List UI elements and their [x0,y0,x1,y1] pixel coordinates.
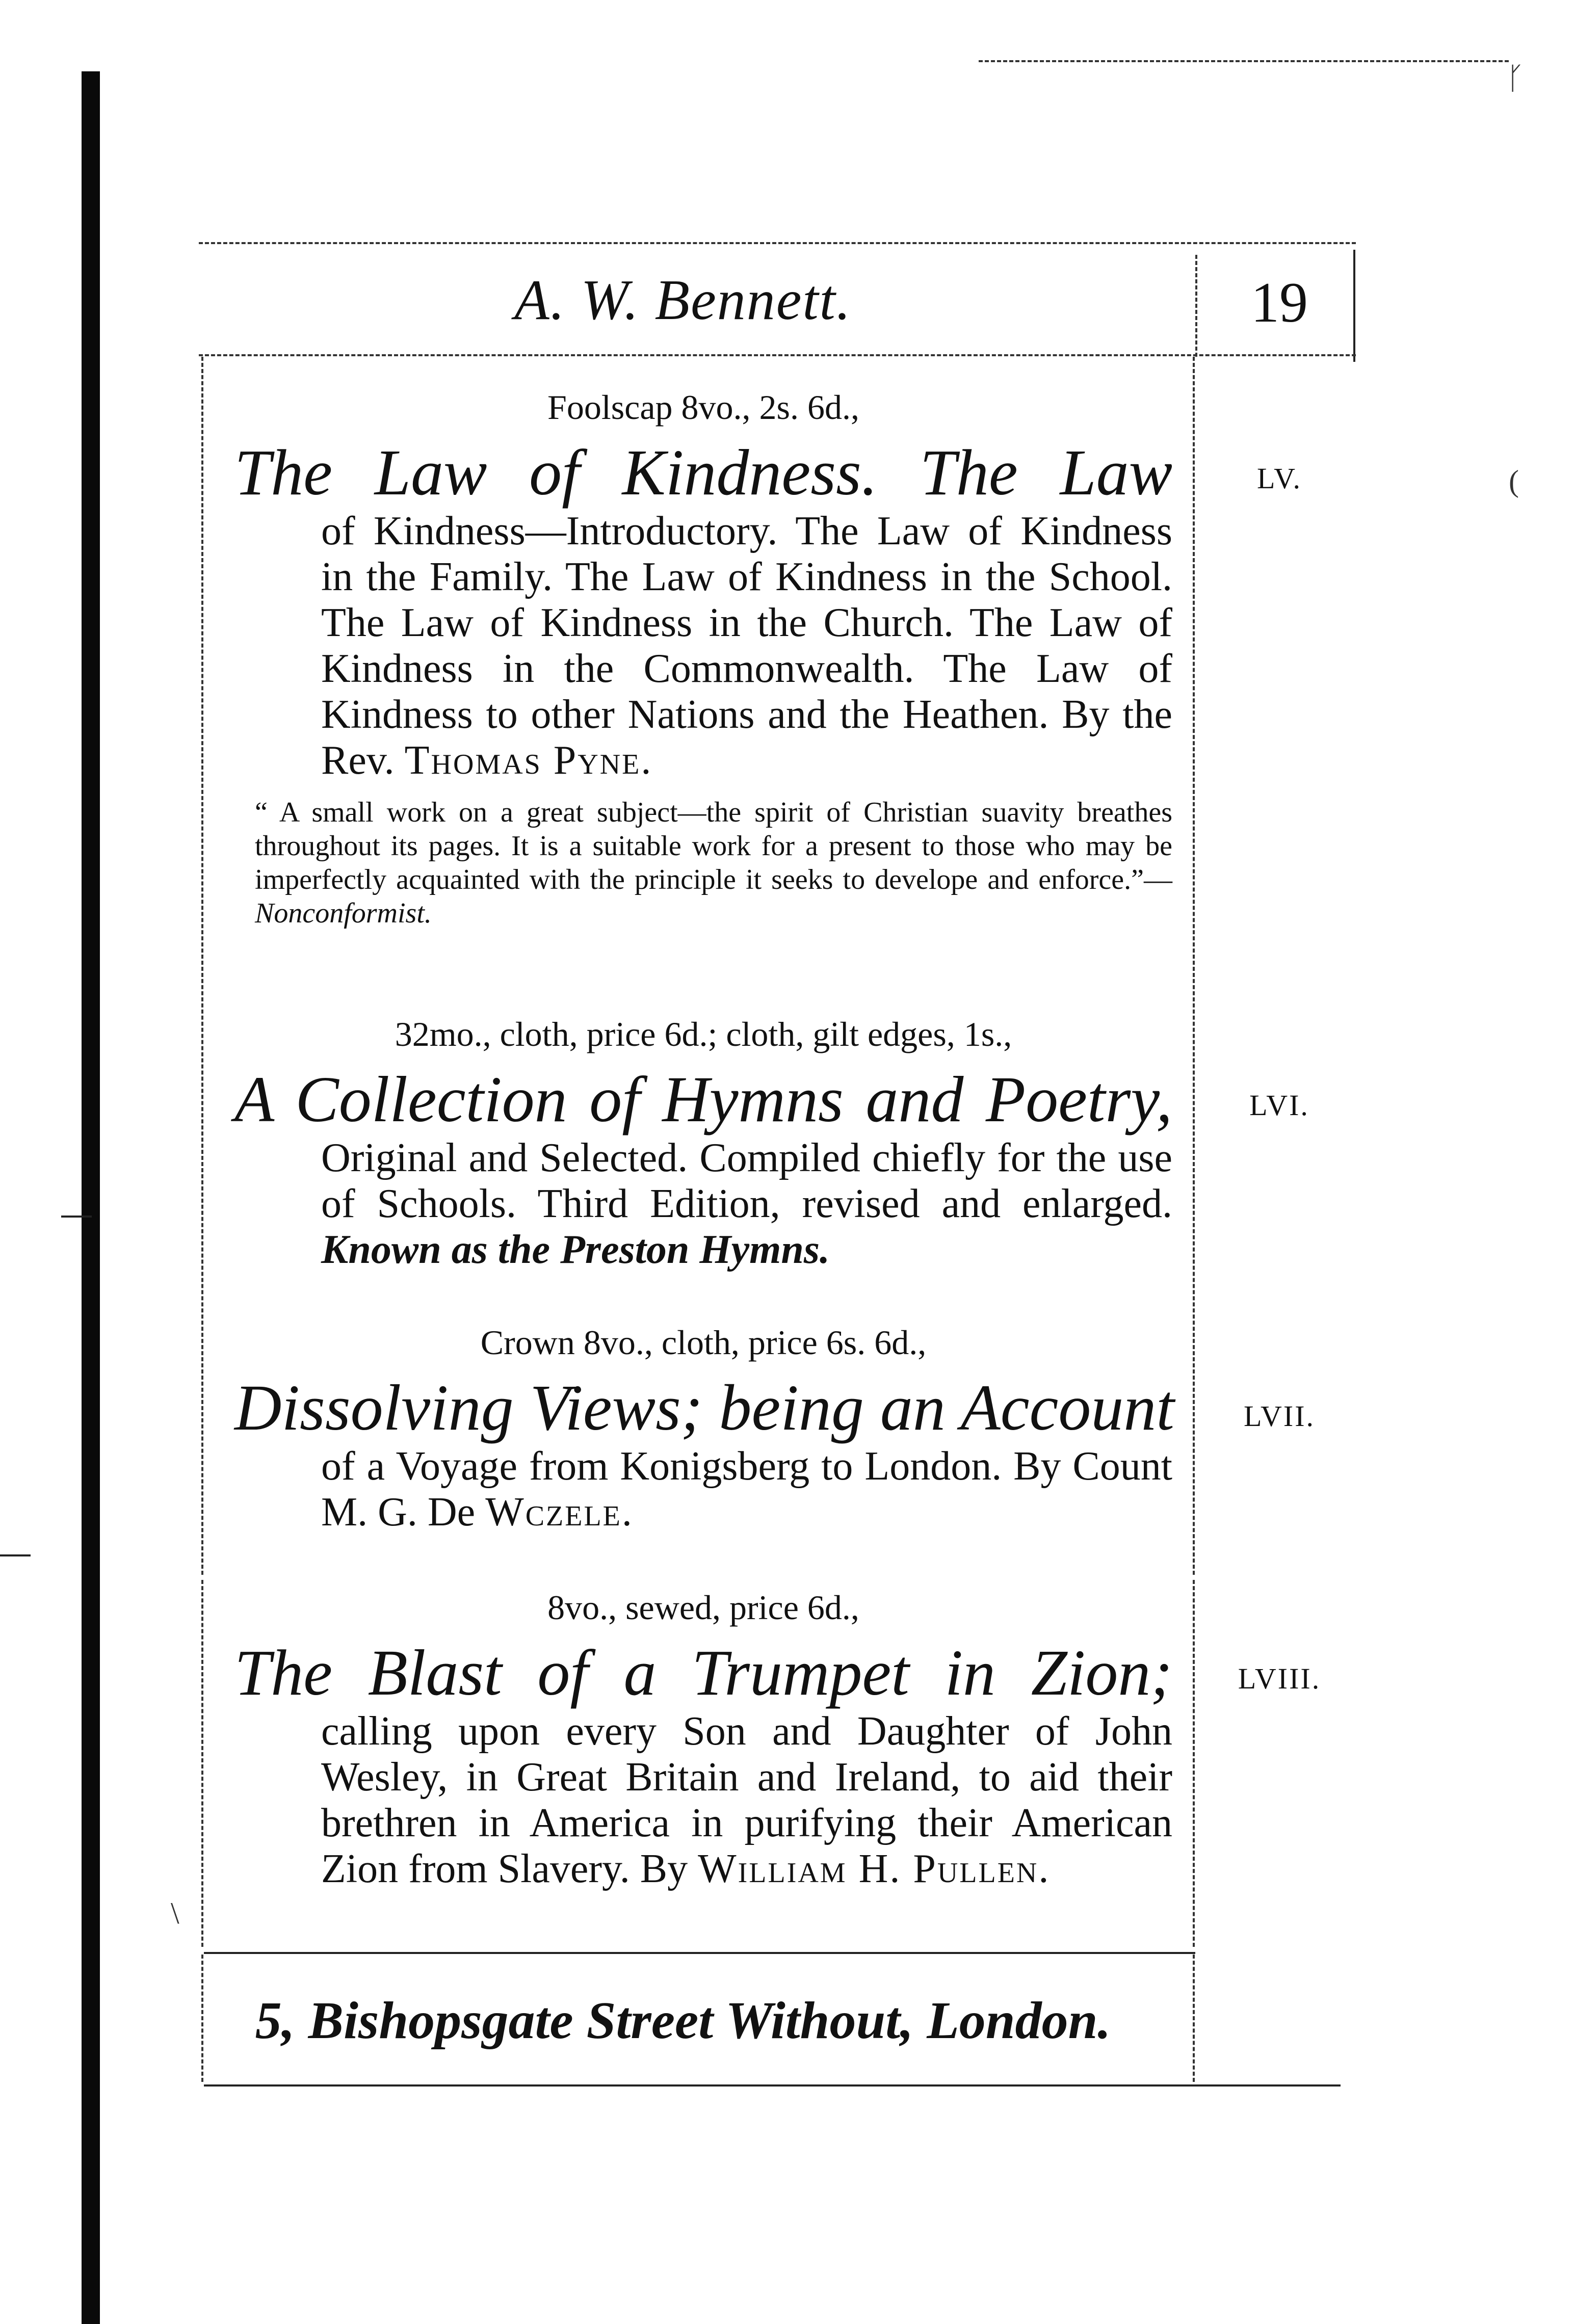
author-name: Wczele. [485,1490,634,1535]
catalog-entry [234,1320,1172,1535]
edition-spec: Foolscap 8vo., 2s. 6d., [547,388,859,427]
review-source: Nonconformist. [255,897,432,929]
header-divider [1195,255,1197,357]
catalog-entry [234,1012,1172,1273]
margin-mark: ᚴ [1506,62,1525,95]
edition-spec: 32mo., cloth, price 6d.; cloth, gilt edges, 1s., [395,1015,1012,1053]
entry-numeral: LV. [1256,462,1302,495]
catalog-entry [234,385,1172,930]
book-title: The Blast of a Trumpet in Zion; [234,1636,1172,1709]
author-name: William H. Pullen. [698,1846,1051,1891]
book-description [321,1443,1172,1535]
header-top-rule [199,242,1356,244]
book-description [321,1135,1172,1273]
edition-spec: 8vo., sewed, price 6d., [547,1588,859,1627]
footer-left-rule [201,1955,203,2082]
book-note: Known as the Preston Hymns. [321,1227,830,1272]
page-number: 19 [1251,271,1308,334]
column-divider [1193,357,1195,1575]
margin-tick [61,1216,92,1218]
left-frame-rule [201,357,203,1575]
entry-numeral: LVIII. [1238,1662,1321,1695]
column-divider-lower [1193,1580,1195,1947]
book-title: Dissolving Views; being an Account [234,1371,1174,1444]
entry-numeral: LVII. [1243,1399,1316,1433]
catalog-entry [234,1585,1172,1892]
review-quote [255,796,1172,930]
margin-mark: \ [171,1896,179,1930]
publisher-header: A. W. Bennett. [514,269,852,332]
left-frame-rule-lower [201,1580,203,1947]
footer-rule-top [204,1952,1195,1954]
footer-right-rule [1193,1955,1195,2082]
publisher-address: 5, Bishopsgate Street Without, London. [255,1991,1111,2050]
top-edge-rule [979,60,1509,62]
book-description [321,508,1172,783]
margin-mark: ( [1509,464,1519,498]
description-text: calling upon every Son and Daughter of John Wesley, in Great Britain and Ireland, to aid their brethren in America in purifying their American Zion from Slavery. By [321,1709,1172,1891]
author-name: Thomas Pyne. [404,738,653,783]
book-title: The Law of Kindness. The Law [234,436,1172,509]
book-description [321,1708,1172,1892]
entry-numeral: LVI. [1249,1089,1309,1122]
footer-rule-bottom [204,2084,1341,2087]
binding-spine [82,71,100,2324]
review-text: “ A small work on a great subject—the spirit of Christian suavity breathes throughout its pages. It is a suitable work for a present to those who may be imperfectly acquainted with the principle it seeks to develope and enforce.”— [255,797,1172,895]
book-title: A Collection of Hymns and Poetry, [234,1063,1172,1135]
description-text: Original and Selected. Compiled chiefly for the use of Schools. Third Edition, revised and enlarged. [321,1135,1172,1226]
description-text: of Kindness—Introductory. The Law of Kindness in the Family. The Law of Kindness in the School. The Law of Kindness in the Church. The Law of Kindness in the Commonwealth. The Law of Kindness to other Nations and the Heathen. By the Rev. [321,509,1172,783]
description-text: of a Voyage from Konigsberg to London. By Count M. G. De [321,1444,1172,1535]
header-bottom-rule [199,354,1356,356]
edition-spec: Crown 8vo., cloth, price 6s. 6d., [480,1323,927,1362]
margin-tick [0,1554,31,1556]
